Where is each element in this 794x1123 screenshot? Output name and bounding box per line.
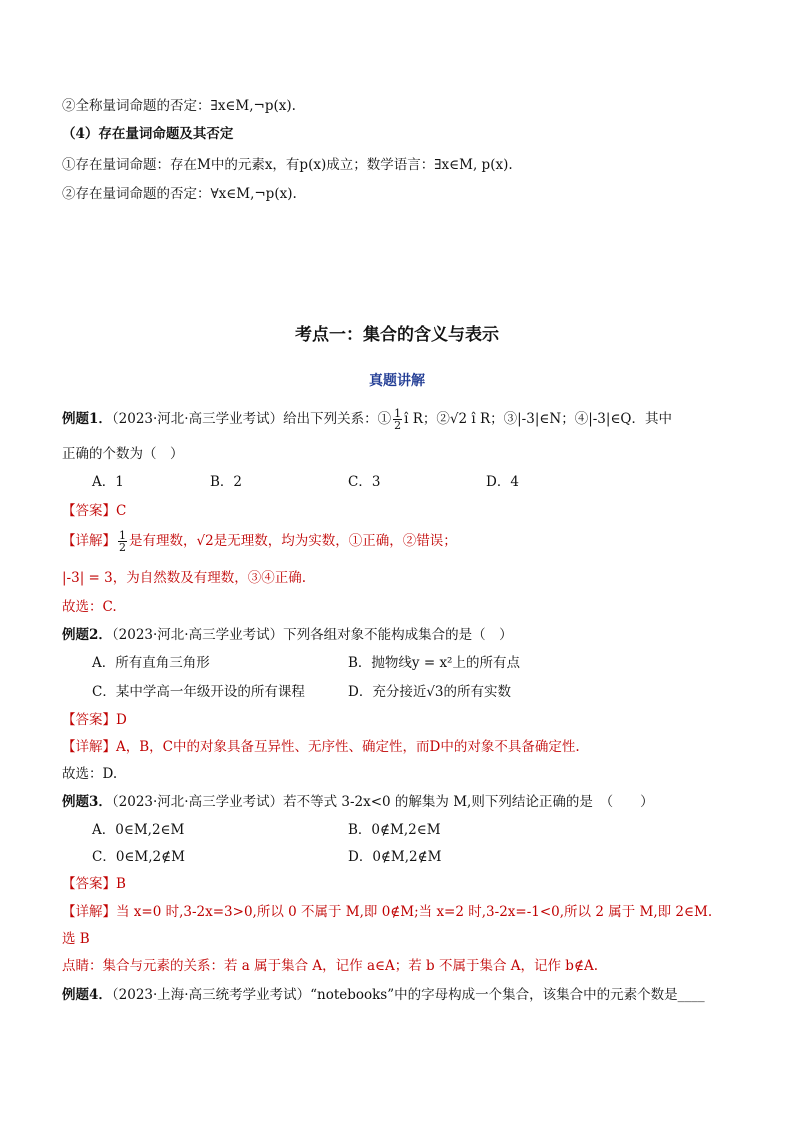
example3-answer: 【答案】B: [62, 876, 126, 892]
example1-answer: 【答案】C: [62, 503, 127, 519]
example4-label: 例题4．: [62, 987, 112, 1003]
example1-stem: [62, 408, 672, 431]
example2-choice: 故选：D.: [62, 766, 118, 782]
example3-note: 点睛：集合与元素的关系：若 a 属于集合 A，记作 a∈A；若 b 不属于集合 A，记作 b∉A.: [62, 958, 598, 974]
section-title: 考点一：集合的含义与表示: [295, 325, 499, 345]
example3-stem-text: （2023·河北·高三学业考试）若不等式 3-2x<0 的解集为 M,则下列结论正确的是 （ ）: [111, 794, 654, 810]
example4-stem: [62, 985, 705, 1005]
example1-stem-a: （2023·河北·高三学业考试）给出下列关系：①: [111, 411, 392, 427]
example3-option-a: A．0∈M,2∈M: [92, 822, 185, 838]
existential-heading: （4）存在量词命题及其否定: [62, 126, 234, 142]
example1-option-a: A．1: [92, 474, 124, 490]
example2-stem-text: （2023·河北·高三学业考试）下列各组对象不能构成集合的是（ ）: [111, 627, 513, 643]
example1-option-b: B．2: [210, 474, 243, 490]
example3-option-b: B．0∉M,2∈M: [348, 822, 441, 838]
example2-option-a: A．所有直角三角形: [92, 655, 210, 671]
example1-choice: 故选：C.: [62, 599, 117, 615]
example3-option-d: D．0∉M,2∉M: [348, 849, 442, 865]
example2-answer: 【答案】D: [62, 712, 127, 728]
example1-detail-a: 是有理数，√2是无理数，均为实数，①正确，②错误；: [129, 533, 457, 549]
example2-stem: [62, 625, 513, 645]
example2-option-b: B．抛物线y = x²上的所有点: [348, 655, 520, 671]
example3-detail: 【详解】当 x=0 时,3-2x=3>0,所以 0 不属于 M,即 0∉M;当 x=2 时,3-2x=-1<0,所以 2 属于 M,即 2∈M.: [62, 904, 713, 920]
example1-detail-line2: |-3| = 3，为自然数及有理数，③④正确.: [62, 570, 307, 586]
example2-option-d: D．充分接近√3的所有实数: [348, 684, 512, 700]
universal-negation: ②全称量词命题的否定：∃x∈M,¬p(x).: [62, 98, 296, 114]
fraction-half-detail: $\frac{1}{2}$: [119, 529, 126, 554]
example3-choice: 选 B: [62, 931, 90, 947]
example1-detail-label: 【详解】: [62, 533, 116, 549]
example3-option-c: C．0∈M,2∉M: [92, 849, 185, 865]
example3-label: 例题3．: [62, 794, 112, 810]
example2-option-c: C．某中学高一年级开设的所有课程: [92, 684, 305, 700]
example4-stem-text: （2023·上海·高三统考学业考试）“notebooks”中的字母构成一个集合，该集合中的元素个数是____: [111, 987, 705, 1003]
existential-definition: ①存在量词命题：存在M中的元素x，有p(x)成立；数学语言：∃x∈M, p(x).: [62, 157, 513, 173]
example1-detail: [62, 530, 457, 553]
example3-stem: [62, 792, 654, 812]
fraction-half: $\frac{1}{2}$: [394, 407, 402, 432]
example2-detail: 【详解】A，B，C中的对象具备互异性、无序性、确定性，而D中的对象不具备确定性.: [62, 739, 580, 755]
example1-option-c: C．3: [348, 474, 381, 490]
section-subtitle: 真题讲解: [369, 373, 425, 389]
example1-stem-line2: 正确的个数为（ ）: [62, 446, 184, 462]
example1-stem-b: î R；②√2 î R；③|-3|∈N；④|-3|∈Q．其中: [404, 411, 672, 427]
example2-label: 例题2．: [62, 627, 112, 643]
example1-option-d: D．4: [486, 474, 519, 490]
example1-label: 例题1．: [62, 411, 112, 427]
existential-negation: ②存在量词命题的否定：∀x∈M,¬p(x).: [62, 186, 297, 202]
